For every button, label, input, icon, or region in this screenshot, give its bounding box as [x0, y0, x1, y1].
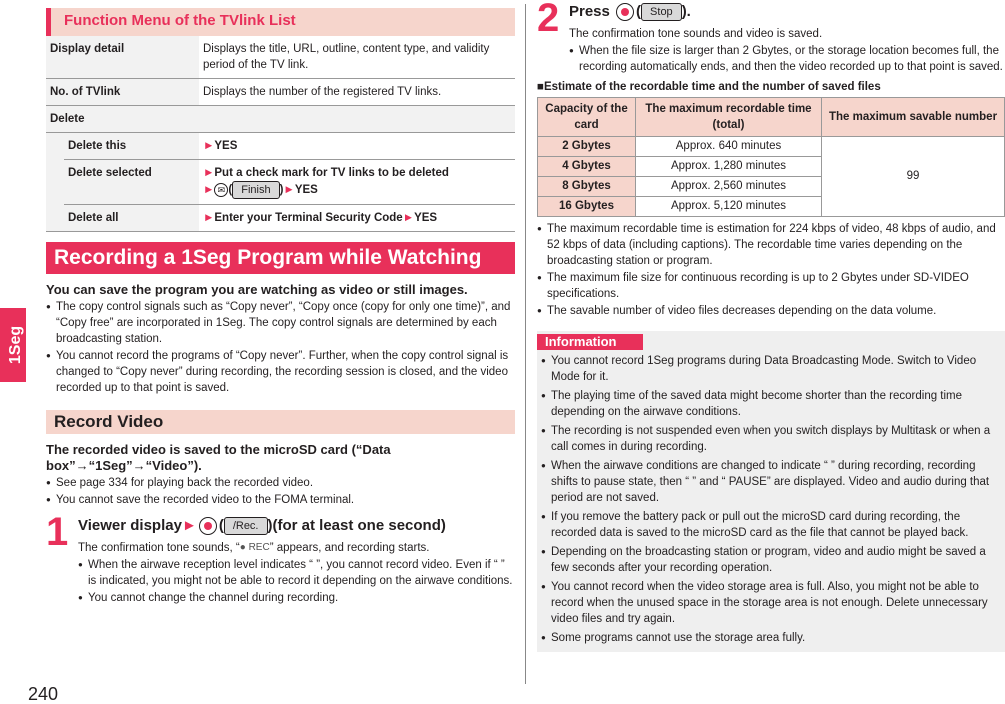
- table-row: [46, 79, 515, 106]
- column-header: The maximum recordable time (total): [636, 98, 822, 137]
- list-item: ● You cannot save the recorded video to the FOMA terminal.: [46, 492, 515, 508]
- list-item: ● The maximum file size for continuous recording is up to 2 Gbytes under SD-VIDEO specifications.: [537, 270, 1005, 302]
- time-cell: Approx. 2,560 minutes: [636, 177, 822, 197]
- estimate-label: ■Estimate of the recordable time and the number of saved files: [537, 81, 881, 93]
- recording-lead: You can save the program you are watching as video or still images.: [46, 282, 468, 297]
- left-column: [46, 0, 515, 606]
- list-item: ● See page 334 for playing back the recorded video.: [46, 475, 515, 491]
- table-row: [46, 205, 515, 232]
- step-desc: The confirmation tone sounds, “● REC” appears, and recording starts.: [78, 542, 430, 555]
- step-desc: The confirmation tone sounds and video is saved.: [569, 28, 823, 40]
- row-key: Delete: [46, 106, 515, 133]
- column-header: The maximum savable number: [822, 98, 1005, 137]
- table-row: [46, 160, 515, 205]
- information-title: Information: [537, 334, 643, 350]
- row-key: Delete selected: [64, 160, 199, 205]
- time-cell: Approx. 640 minutes: [636, 137, 822, 157]
- step-number: 2: [537, 0, 560, 40]
- row-value: Displays the title, URL, outline, content type, and validity period of the TV link.: [199, 36, 515, 79]
- row-key: No. of TVlink: [46, 79, 199, 106]
- page-number: 240: [28, 684, 59, 704]
- list-item: ● The savable number of video files decreases depending on the data volume.: [537, 303, 1005, 319]
- side-tab-label: 1Seg: [7, 325, 24, 365]
- table-row: [46, 36, 515, 79]
- time-cell: Approx. 5,120 minutes: [636, 197, 822, 217]
- list-item: ● You cannot change the channel during recording.: [78, 590, 515, 606]
- row-key: Delete all: [64, 205, 199, 232]
- column-header: Capacity of the card: [538, 98, 636, 137]
- list-item: ● When the airwave reception level indicates “ ”, you cannot record video. Even if “ ” is indicated, you might not be able to record it depending on the airwave conditions.: [78, 557, 515, 589]
- list-item: ● Some programs cannot use the storage area fully.: [541, 630, 1001, 646]
- list-item: ● Depending on the broadcasting station or program, video and audio might be saved a few seconds after your recording operation.: [541, 544, 1001, 576]
- function-menu-title: Function Menu of the TVlink List: [64, 12, 296, 29]
- capacity-cell: 2 Gbytes: [538, 137, 636, 157]
- mail-key-icon: ✉: [214, 183, 228, 197]
- center-key-icon: [616, 3, 634, 21]
- stop-soft-key: Stop: [641, 3, 682, 21]
- function-menu-table: [46, 36, 515, 232]
- step-title: Press ( Stop ).: [569, 3, 691, 20]
- list-item: ● If you remove the battery pack or pull out the microSD card during recording, the recorded data is saved to the microSD card as the file that cannot be played back.: [541, 509, 1001, 541]
- function-menu-header: [46, 8, 515, 36]
- list-item: ● The maximum recordable time is estimation for 224 kbps of video, 48 kbps of audio, and 52 kbps of data (including captions). The recordable time varies depending on the broadcasting station or program.: [537, 221, 1005, 269]
- table-row: [46, 106, 515, 133]
- list-item: ● You cannot record when the video storage area is full. Also, you might not be able to record when the unused space in the storage area is not enough. Delete unnecessary video files and try again.: [541, 579, 1001, 627]
- camera-rec-soft-key: /Rec.: [224, 517, 268, 535]
- finish-soft-key: Finish: [232, 181, 279, 199]
- capacity-cell: 4 Gbytes: [538, 157, 636, 177]
- step-1: [46, 510, 515, 606]
- record-video-header: Record Video: [46, 410, 515, 434]
- row-value: ►YES: [199, 133, 515, 160]
- time-cell: Approx. 1,280 minutes: [636, 157, 822, 177]
- table-header-row: [538, 98, 1005, 137]
- right-column: [537, 0, 1005, 652]
- list-item: ● When the file size is larger than 2 Gbytes, or the storage location becomes full, the recording automatically ends, and then the video recorded up to that point is saved.: [569, 43, 1005, 75]
- estimate-table: [537, 97, 1005, 217]
- list-item: ● You cannot record the programs of “Copy never”. Further, when the copy control signal is changed to “Copy never” during recording, the recording session is closed, and the video recorded up to that point is saved.: [46, 348, 515, 396]
- row-key: Display detail: [46, 36, 199, 79]
- list-item: ● The playing time of the saved data might become shorter than the recording time depending on the airwave conditions.: [541, 388, 1001, 420]
- list-item: ● When the airwave conditions are changed to indicate “ ” during recording, recording shifts to pause state, then “ ” and “ PAUSE” are displayed. Video and audio during that period are not saved.: [541, 458, 1001, 506]
- recording-banner: Recording a 1Seg Program while Watching: [46, 242, 515, 274]
- row-key: Delete this: [64, 133, 199, 160]
- step-number: 1: [46, 510, 69, 554]
- column-divider: [525, 4, 526, 684]
- row-value: ►Put a check mark for TV links to be deleted ► ✉ ( Finish )►YES: [199, 160, 515, 205]
- row-value: Displays the number of the registered TV links.: [199, 79, 515, 106]
- information-box: [537, 331, 1005, 652]
- center-key-icon: [199, 517, 217, 535]
- capacity-cell: 16 Gbytes: [538, 197, 636, 217]
- list-item: ● The copy control signals such as “Copy never”, “Copy once (copy for only one time)”, and “Copy free” are incorporated in 1Seg. The copy control signals are determined by each broadcasting station.: [46, 299, 515, 347]
- table-row: [46, 133, 515, 160]
- rec-icon: ● REC: [239, 542, 270, 553]
- capacity-cell: 8 Gbytes: [538, 177, 636, 197]
- max-number-cell: 99: [822, 137, 1005, 217]
- table-row: [538, 137, 1005, 157]
- step-2: [537, 2, 1005, 75]
- row-value: ►Enter your Terminal Security Code►YES: [199, 205, 515, 232]
- list-item: ● The recording is not suspended even when you switch displays by Multitask or when a call comes in during recording.: [541, 423, 1001, 455]
- record-video-lead: The recorded video is saved to the microSD card (“Data box”→“1Seg”→“Video”).: [46, 442, 391, 473]
- list-item: ● You cannot record 1Seg programs during Data Broadcasting Mode. Switch to Video Mode for it.: [541, 353, 1001, 385]
- side-tab: [0, 308, 26, 382]
- step-title: Viewer display► ( /Rec. )(for at least one second): [78, 517, 446, 534]
